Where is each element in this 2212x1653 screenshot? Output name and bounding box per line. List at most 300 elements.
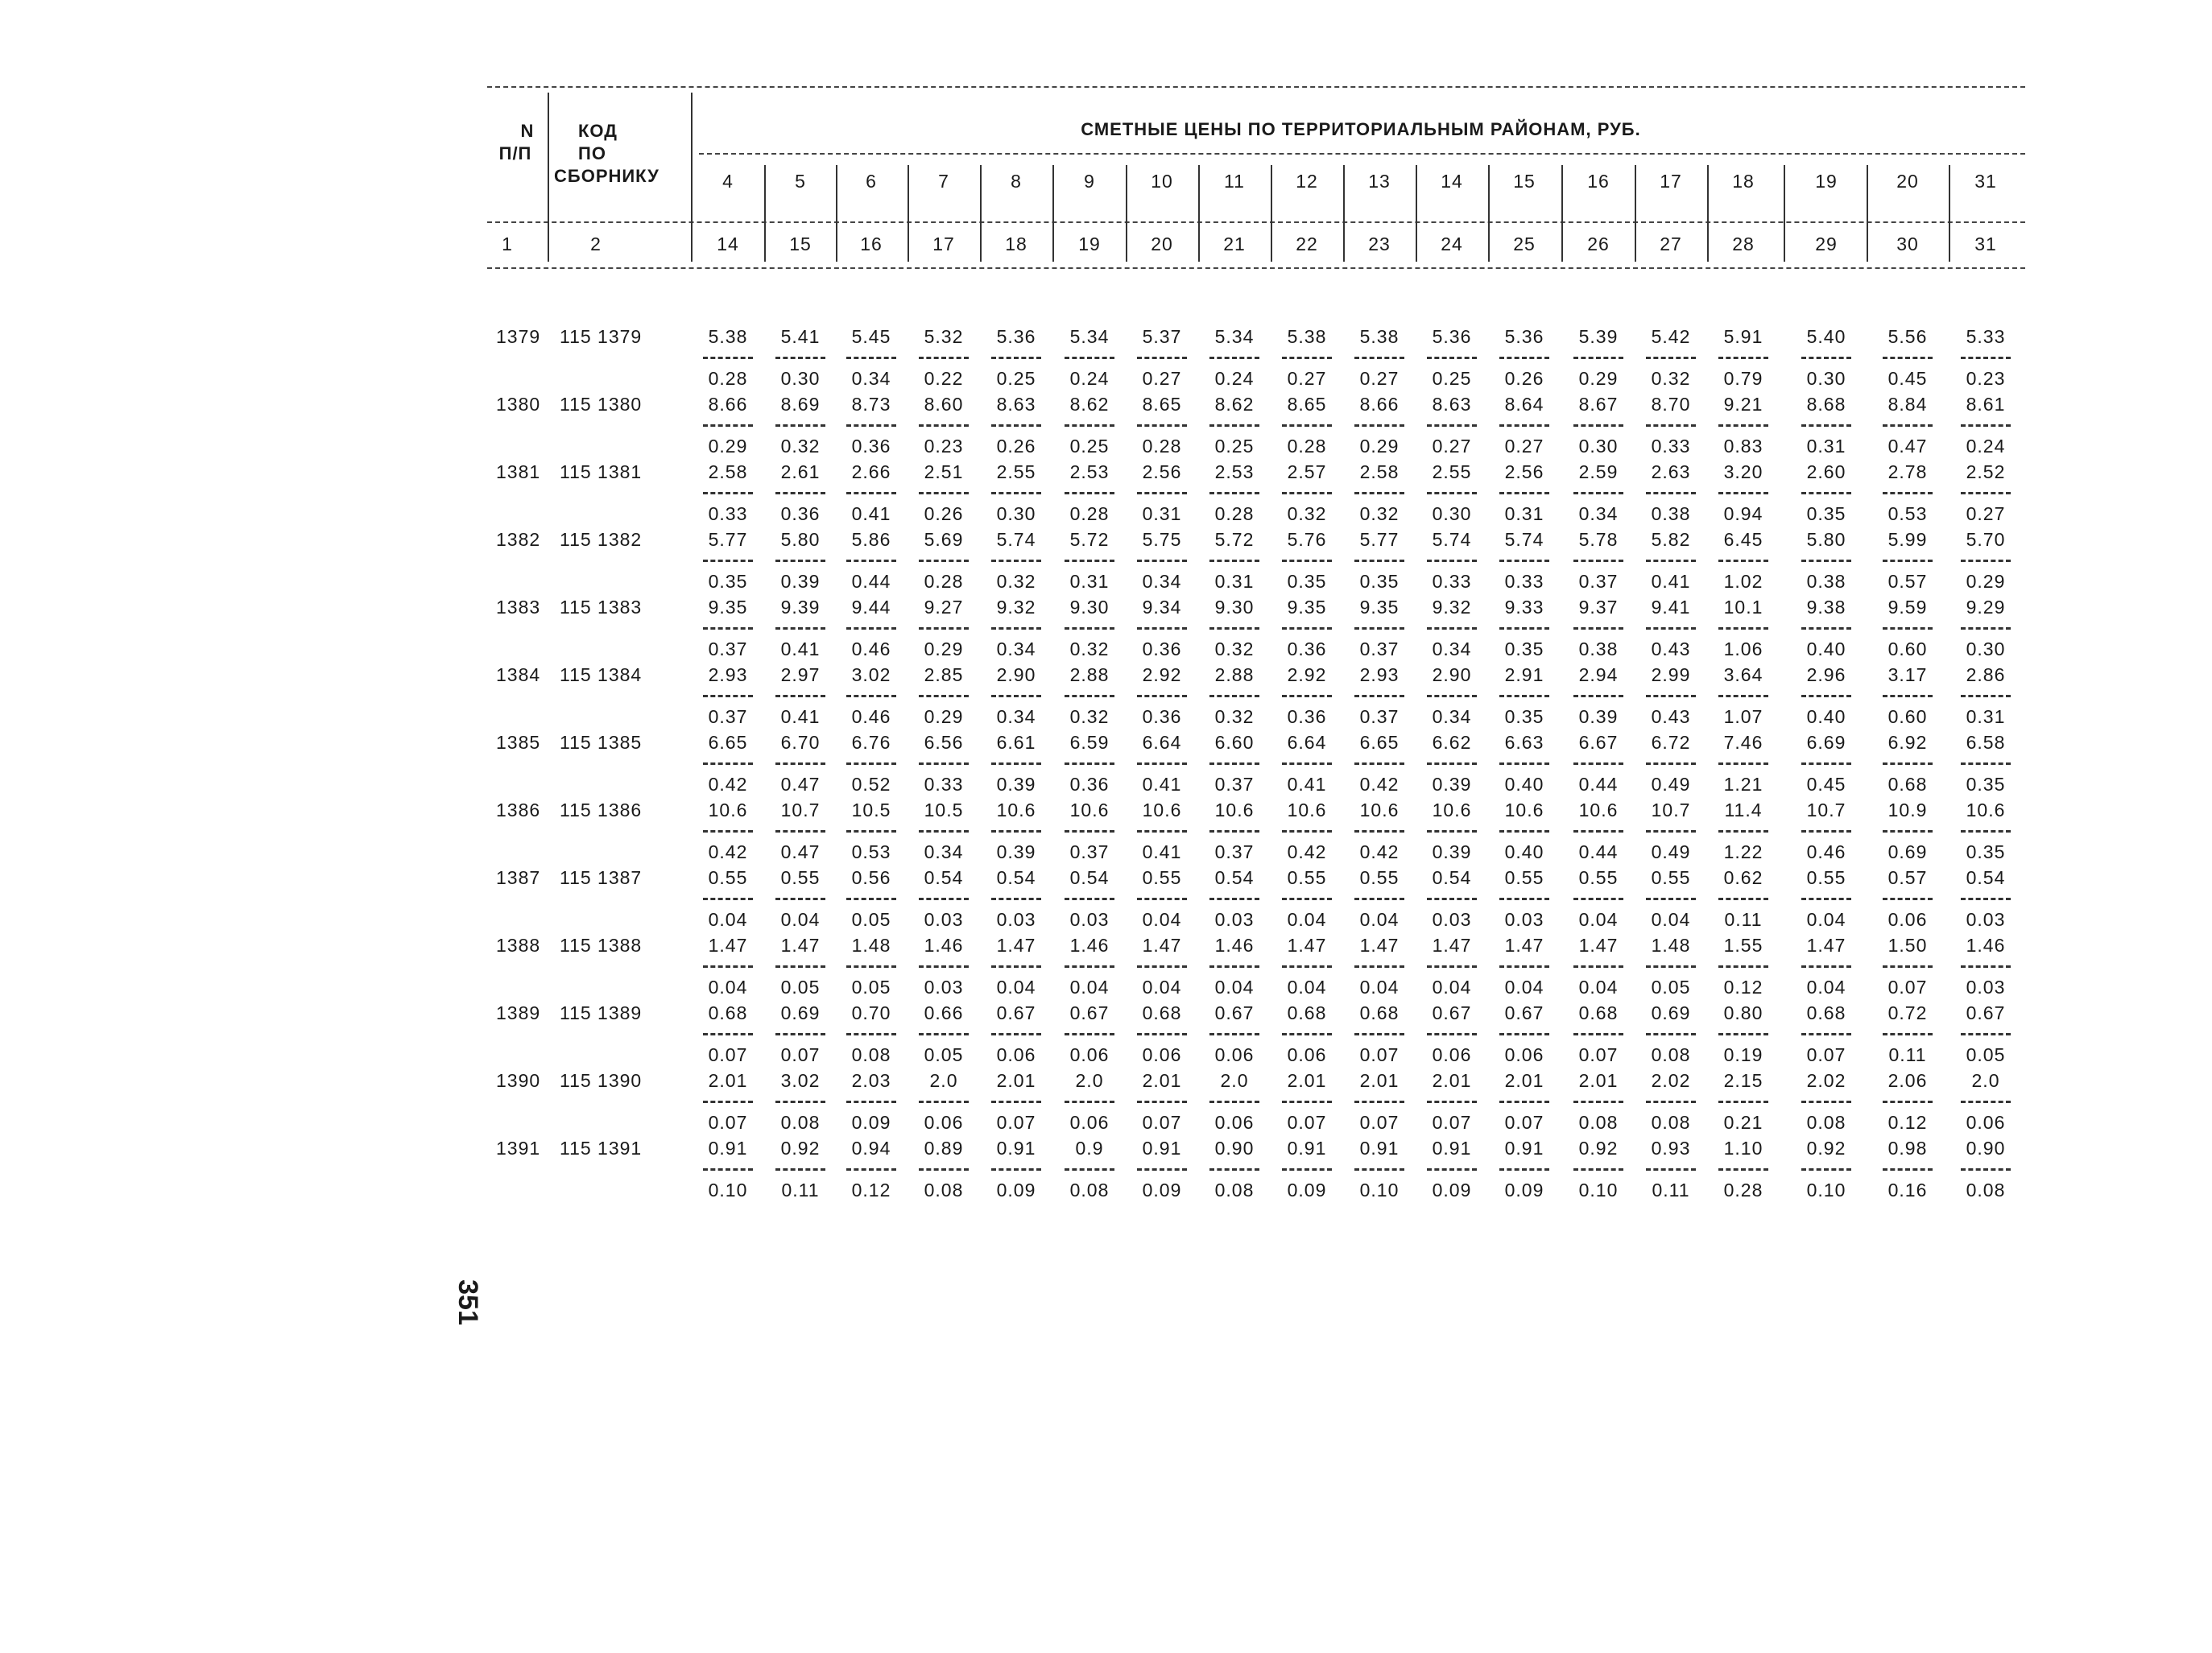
fraction-bar: [1354, 830, 1404, 833]
price-wage: 0.33: [1432, 571, 1472, 592]
fraction-bar: [775, 830, 825, 833]
price-wage: 0.42: [1359, 774, 1400, 795]
price-wage: 0.08: [1966, 1180, 2006, 1200]
price-wage: 0.12: [1887, 1112, 1928, 1133]
fraction-bar: [919, 424, 969, 427]
rule-under-title: [699, 153, 2025, 155]
fraction-bar: [1883, 424, 1933, 427]
price-wage: 0.39: [996, 841, 1036, 862]
price-total: 0.54: [996, 867, 1036, 888]
price-wage: 0.94: [1723, 503, 1763, 524]
price-total: 5.70: [1966, 529, 2006, 550]
price-wage: 0.08: [851, 1044, 891, 1065]
price-total: 1.10: [1723, 1138, 1763, 1159]
row-number: 1384: [496, 664, 541, 685]
price-wage: 0.07: [996, 1112, 1036, 1133]
price-wage: 0.25: [1069, 436, 1110, 457]
price-total: 9.59: [1887, 597, 1928, 618]
fraction-bar: [919, 830, 969, 833]
price-wage: 0.09: [996, 1180, 1036, 1200]
price-total: 10.6: [1578, 800, 1619, 820]
price-wage: 0.19: [1723, 1044, 1763, 1065]
fraction-bar: [1282, 1168, 1332, 1171]
fraction-bar: [1801, 1033, 1851, 1035]
price-total: 2.60: [1806, 461, 1846, 482]
fraction-bar: [1801, 627, 1851, 630]
price-wage: 0.49: [1651, 774, 1691, 795]
price-total: 2.53: [1069, 461, 1110, 482]
price-wage: 0.42: [708, 774, 748, 795]
fraction-bar: [1282, 492, 1332, 494]
price-total: 1.47: [996, 935, 1036, 956]
price-total: 10.5: [851, 800, 891, 820]
fraction-bar: [1499, 898, 1549, 900]
price-total: 2.59: [1578, 461, 1619, 482]
row-code: 115 1385: [560, 732, 643, 753]
district-header: 19: [1815, 171, 1838, 192]
price-total: 9.37: [1578, 597, 1619, 618]
price-total: 10.1: [1723, 597, 1763, 618]
row-code: 115 1390: [560, 1070, 643, 1091]
column-index: 16: [860, 233, 883, 254]
price-wage: 0.37: [1214, 841, 1255, 862]
price-wage: 0.06: [1887, 909, 1928, 930]
price-wage: 0.09: [1504, 1180, 1544, 1200]
price-total: 2.90: [1432, 664, 1472, 685]
price-total: 6.65: [708, 732, 748, 753]
price-wage: 0.06: [1214, 1044, 1255, 1065]
price-wage: 0.33: [1651, 436, 1691, 457]
price-total: 2.01: [996, 1070, 1036, 1091]
price-total: 2.51: [924, 461, 964, 482]
price-total: 0.92: [780, 1138, 821, 1159]
price-wage: 0.41: [1651, 571, 1691, 592]
fraction-bar: [1646, 1168, 1696, 1171]
price-total: 0.67: [1214, 1002, 1255, 1023]
price-total: 0.54: [1214, 867, 1255, 888]
fraction-bar: [1718, 762, 1768, 765]
fraction-bar: [1209, 965, 1259, 968]
price-wage: 0.04: [1069, 977, 1110, 998]
price-total: 2.58: [708, 461, 748, 482]
fraction-bar: [1646, 357, 1696, 359]
fraction-bar: [1573, 830, 1623, 833]
price-wage: 0.28: [1142, 436, 1182, 457]
fraction-bar: [703, 762, 753, 765]
price-wage: 0.06: [1504, 1044, 1544, 1065]
fraction-bar: [1573, 1033, 1623, 1035]
fraction-bar: [1282, 424, 1332, 427]
price-total: 0.67: [1432, 1002, 1472, 1023]
fraction-bar: [1961, 695, 2011, 697]
price-total: 5.42: [1651, 326, 1691, 347]
column-divider: [1126, 165, 1127, 262]
price-wage: 0.06: [1069, 1044, 1110, 1065]
fraction-bar: [1573, 424, 1623, 427]
price-total: 10.7: [1651, 800, 1691, 820]
price-wage: 0.10: [1578, 1180, 1619, 1200]
fraction-bar: [703, 1168, 753, 1171]
price-total: 2.53: [1214, 461, 1255, 482]
price-wage: 0.11: [1888, 1044, 1927, 1065]
price-wage: 0.06: [1966, 1112, 2006, 1133]
price-total: 8.61: [1966, 394, 2006, 415]
price-total: 6.65: [1359, 732, 1400, 753]
price-wage: 0.06: [1214, 1112, 1255, 1133]
price-total: 2.15: [1723, 1070, 1763, 1091]
price-total: 0.55: [1651, 867, 1691, 888]
vline-2: [691, 93, 693, 262]
column-index: 18: [1005, 233, 1027, 254]
district-header: 20: [1896, 171, 1919, 192]
price-total: 0.54: [1069, 867, 1110, 888]
district-header: 13: [1368, 171, 1391, 192]
price-wage: 0.32: [996, 571, 1036, 592]
fraction-bar: [1427, 492, 1477, 494]
district-header: 15: [1513, 171, 1536, 192]
price-total: 9.32: [1432, 597, 1472, 618]
price-total: 1.47: [708, 935, 748, 956]
district-header: 5: [795, 171, 806, 192]
fraction-bar: [1801, 1101, 1851, 1103]
fraction-bar: [703, 695, 753, 697]
index-2: 2: [590, 233, 602, 254]
price-wage: 0.30: [996, 503, 1036, 524]
price-wage: 0.04: [1578, 909, 1619, 930]
price-total: 5.34: [1069, 326, 1110, 347]
price-wage: 0.45: [1887, 368, 1928, 389]
header-sborniku: СБОРНИКУ: [554, 166, 659, 186]
price-wage: 0.07: [708, 1044, 748, 1065]
fraction-bar: [991, 898, 1041, 900]
fraction-bar: [1801, 1168, 1851, 1171]
fraction-bar: [1209, 357, 1259, 359]
price-total: 2.97: [780, 664, 821, 685]
price-wage: 0.68: [1887, 774, 1928, 795]
price-wage: 0.31: [1504, 503, 1544, 524]
row-code: 115 1391: [560, 1138, 643, 1159]
price-wage: 0.60: [1887, 706, 1928, 727]
fraction-bar: [1801, 762, 1851, 765]
fraction-bar: [1883, 830, 1933, 833]
column-index: 17: [932, 233, 955, 254]
price-wage: 0.28: [708, 368, 748, 389]
price-total: 9.33: [1504, 597, 1544, 618]
price-wage: 0.39: [780, 571, 821, 592]
price-wage: 0.49: [1651, 841, 1691, 862]
fraction-bar: [775, 1168, 825, 1171]
fraction-bar: [1961, 762, 2011, 765]
price-total: 5.80: [1806, 529, 1846, 550]
price-total: 10.6: [1069, 800, 1110, 820]
price-total: 11.4: [1724, 800, 1763, 820]
price-wage: 0.31: [1142, 503, 1182, 524]
price-wage: 0.28: [1287, 436, 1327, 457]
price-wage: 1.06: [1723, 638, 1763, 659]
price-total: 5.74: [1504, 529, 1544, 550]
price-wage: 0.04: [1504, 977, 1544, 998]
price-wage: 0.06: [1069, 1112, 1110, 1133]
price-wage: 0.42: [708, 841, 748, 862]
district-header: 16: [1587, 171, 1610, 192]
column-index: 27: [1660, 233, 1682, 254]
price-total: 8.67: [1578, 394, 1619, 415]
header-kod: КОД: [578, 121, 618, 141]
fraction-bar: [1961, 1033, 2011, 1035]
fraction-bar: [1573, 560, 1623, 562]
fraction-bar: [1573, 1101, 1623, 1103]
price-total: 10.7: [1806, 800, 1846, 820]
price-total: 0.91: [1432, 1138, 1472, 1159]
index-1: 1: [502, 233, 513, 254]
price-total: 0.91: [1504, 1138, 1544, 1159]
price-total: 0.55: [1359, 867, 1400, 888]
price-total: 8.65: [1142, 394, 1182, 415]
price-wage: 0.28: [1214, 503, 1255, 524]
price-wage: 0.07: [1287, 1112, 1327, 1133]
price-wage: 0.04: [1287, 977, 1327, 998]
district-header: 14: [1441, 171, 1463, 192]
fraction-bar: [1646, 965, 1696, 968]
column-divider: [1343, 165, 1345, 262]
fraction-bar: [919, 1168, 969, 1171]
fraction-bar: [703, 1101, 753, 1103]
fraction-bar: [1718, 1168, 1768, 1171]
price-wage: 0.40: [1504, 841, 1544, 862]
price-total: 6.60: [1214, 732, 1255, 753]
fraction-bar: [1137, 560, 1187, 562]
fraction-bar: [1801, 965, 1851, 968]
fraction-bar: [1209, 830, 1259, 833]
price-wage: 0.52: [851, 774, 891, 795]
price-wage: 0.28: [1069, 503, 1110, 524]
price-wage: 0.11: [1724, 909, 1763, 930]
price-wage: 0.36: [1287, 638, 1327, 659]
fraction-bar: [1137, 357, 1187, 359]
price-total: 5.45: [851, 326, 891, 347]
price-total: 2.94: [1578, 664, 1619, 685]
price-total: 1.55: [1723, 935, 1763, 956]
fraction-bar: [846, 627, 896, 630]
fraction-bar: [991, 830, 1041, 833]
price-total: 0.91: [708, 1138, 748, 1159]
price-wage: 0.04: [708, 977, 748, 998]
price-total: 0.9: [1075, 1138, 1104, 1159]
price-total: 0.90: [1966, 1138, 2006, 1159]
price-total: 9.41: [1651, 597, 1691, 618]
price-wage: 0.21: [1723, 1112, 1763, 1133]
price-total: 5.56: [1887, 326, 1928, 347]
fraction-bar: [1209, 1101, 1259, 1103]
fraction-bar: [1499, 1101, 1549, 1103]
price-total: 2.56: [1142, 461, 1182, 482]
price-wage: 0.35: [708, 571, 748, 592]
fraction-bar: [846, 830, 896, 833]
price-wage: 0.31: [1069, 571, 1110, 592]
fraction-bar: [703, 492, 753, 494]
fraction-bar: [1499, 695, 1549, 697]
fraction-bar: [991, 1168, 1041, 1171]
row-code: 115 1387: [560, 867, 643, 888]
fraction-bar: [1646, 830, 1696, 833]
price-total: 5.75: [1142, 529, 1182, 550]
fraction-bar: [1065, 492, 1114, 494]
price-total: 6.92: [1887, 732, 1928, 753]
fraction-bar: [1065, 1168, 1114, 1171]
price-total: 0.70: [851, 1002, 891, 1023]
price-wage: 0.53: [1887, 503, 1928, 524]
price-wage: 0.06: [1142, 1044, 1182, 1065]
price-total: 8.68: [1806, 394, 1846, 415]
price-total: 9.35: [708, 597, 748, 618]
price-wage: 0.03: [1069, 909, 1110, 930]
price-total: 8.63: [996, 394, 1036, 415]
fraction-bar: [846, 357, 896, 359]
column-divider: [1707, 165, 1709, 262]
price-total: 0.55: [1806, 867, 1846, 888]
price-wage: 0.34: [851, 368, 891, 389]
fraction-bar: [1065, 1033, 1114, 1035]
fraction-bar: [1499, 830, 1549, 833]
price-wage: 0.47: [1887, 436, 1928, 457]
price-total: 0.91: [996, 1138, 1036, 1159]
district-header: 10: [1151, 171, 1173, 192]
fraction-bar: [1137, 695, 1187, 697]
fraction-bar: [919, 560, 969, 562]
price-wage: 0.83: [1723, 436, 1763, 457]
price-total: 2.0: [1971, 1070, 2000, 1091]
price-total: 5.38: [708, 326, 748, 347]
fraction-bar: [919, 357, 969, 359]
column-divider: [1635, 165, 1636, 262]
row-number: 1383: [496, 597, 541, 618]
page-number: 351: [452, 1279, 483, 1325]
price-wage: 0.03: [1432, 909, 1472, 930]
fraction-bar: [1354, 357, 1404, 359]
price-wage: 0.41: [851, 503, 891, 524]
price-wage: 0.25: [996, 368, 1036, 389]
price-total: 6.58: [1966, 732, 2006, 753]
fraction-bar: [1718, 357, 1768, 359]
price-total: 5.99: [1887, 529, 1928, 550]
row-number: 1388: [496, 935, 541, 956]
price-total: 2.92: [1142, 664, 1182, 685]
price-wage: 0.08: [1578, 1112, 1619, 1133]
fraction-bar: [919, 492, 969, 494]
price-wage: 0.05: [1966, 1044, 2006, 1065]
price-total: 2.0: [1220, 1070, 1249, 1091]
fraction-bar: [1065, 695, 1114, 697]
fraction-bar: [775, 898, 825, 900]
fraction-bar: [703, 560, 753, 562]
price-wage: 0.07: [1504, 1112, 1544, 1133]
price-wage: 0.08: [1806, 1112, 1846, 1133]
fraction-bar: [919, 965, 969, 968]
price-total: 0.55: [1142, 867, 1182, 888]
row-number: 1389: [496, 1002, 541, 1023]
price-total: 2.63: [1651, 461, 1691, 482]
fraction-bar: [1646, 898, 1696, 900]
column-divider: [836, 165, 837, 262]
row-code: 115 1381: [560, 461, 643, 482]
price-wage: 0.43: [1651, 638, 1691, 659]
fraction-bar: [846, 1033, 896, 1035]
price-total: 0.68: [1359, 1002, 1400, 1023]
price-total: 5.74: [1432, 529, 1472, 550]
price-wage: 0.03: [1504, 909, 1544, 930]
fraction-bar: [1961, 1101, 2011, 1103]
fraction-bar: [1961, 965, 2011, 968]
fraction-bar: [1718, 560, 1768, 562]
header-pp: П/П: [498, 143, 532, 163]
price-total: 5.72: [1214, 529, 1255, 550]
price-wage: 0.08: [924, 1180, 964, 1200]
fraction-bar: [775, 695, 825, 697]
price-wage: 0.12: [851, 1180, 891, 1200]
price-total: 6.64: [1287, 732, 1327, 753]
column-index: 23: [1368, 233, 1391, 254]
price-total: 8.62: [1069, 394, 1110, 415]
price-total: 2.61: [780, 461, 821, 482]
fraction-bar: [1209, 1168, 1259, 1171]
price-total: 0.67: [1966, 1002, 2006, 1023]
fraction-bar: [1801, 424, 1851, 427]
price-total: 0.54: [1432, 867, 1472, 888]
price-total: 3.02: [851, 664, 891, 685]
price-total: 1.47: [1806, 935, 1846, 956]
fraction-bar: [1961, 1168, 2011, 1171]
price-wage: 0.22: [924, 368, 964, 389]
price-total: 5.37: [1142, 326, 1182, 347]
price-wage: 0.23: [924, 436, 964, 457]
price-wage: 0.31: [1966, 706, 2006, 727]
fraction-bar: [1209, 627, 1259, 630]
price-total: 1.48: [1651, 935, 1691, 956]
price-total: 5.36: [1504, 326, 1544, 347]
fraction-bar: [1354, 1033, 1404, 1035]
row-code: 115 1388: [560, 935, 643, 956]
price-total: 0.91: [1287, 1138, 1327, 1159]
row-number: 1379: [496, 326, 541, 347]
price-total: 1.46: [1214, 935, 1255, 956]
rule-top: [487, 86, 2025, 88]
fraction-bar: [1354, 627, 1404, 630]
price-total: 0.54: [1966, 867, 2006, 888]
price-wage: 0.07: [1432, 1112, 1472, 1133]
price-wage: 0.04: [1432, 977, 1472, 998]
price-total: 2.78: [1887, 461, 1928, 482]
fraction-bar: [1499, 1168, 1549, 1171]
fraction-bar: [919, 695, 969, 697]
fraction-bar: [1282, 560, 1332, 562]
price-total: 10.6: [1287, 800, 1327, 820]
price-total: 5.77: [708, 529, 748, 550]
fraction-bar: [1499, 560, 1549, 562]
fraction-bar: [1883, 560, 1933, 562]
column-divider: [1949, 165, 1950, 262]
price-wage: 0.16: [1887, 1180, 1928, 1200]
price-total: 5.36: [996, 326, 1036, 347]
price-wage: 0.43: [1651, 706, 1691, 727]
price-wage: 0.40: [1806, 706, 1846, 727]
price-wage: 0.36: [780, 503, 821, 524]
price-wage: 0.08: [780, 1112, 821, 1133]
fraction-bar: [1718, 1101, 1768, 1103]
price-total: 2.03: [851, 1070, 891, 1091]
price-wage: 0.47: [780, 774, 821, 795]
fraction-bar: [1137, 1101, 1187, 1103]
fraction-bar: [1499, 357, 1549, 359]
